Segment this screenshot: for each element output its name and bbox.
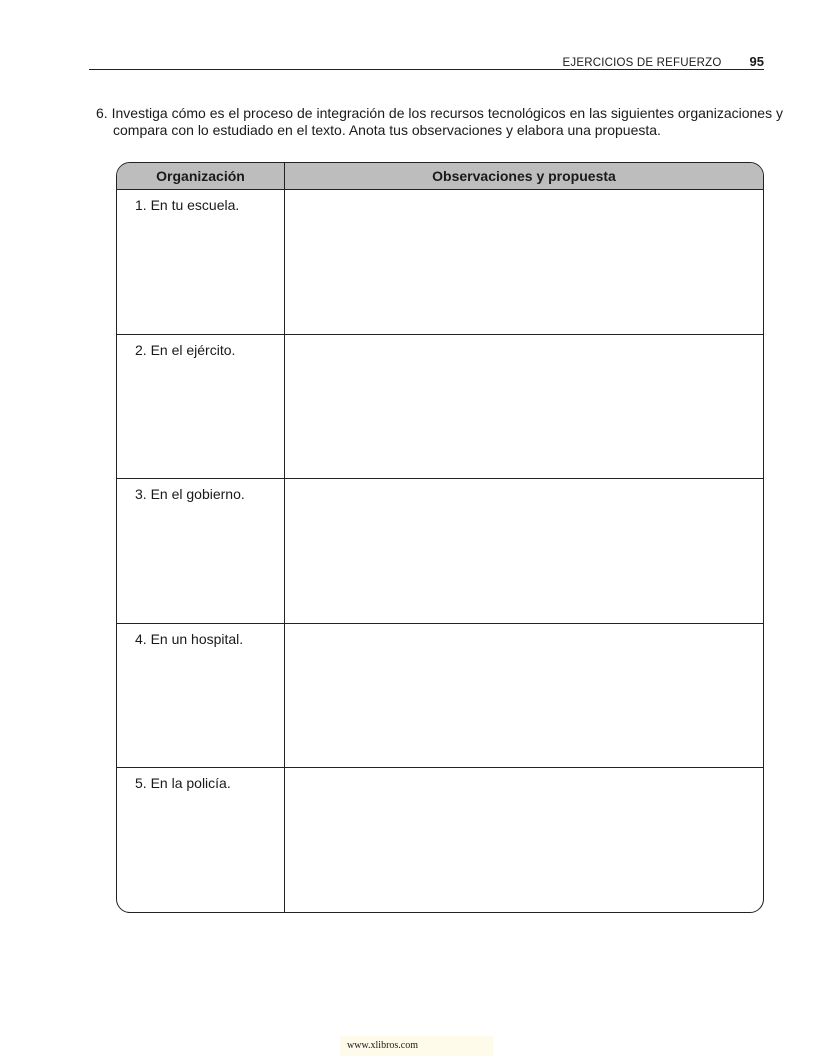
organization-cell: 3. En el gobierno.	[117, 479, 285, 623]
table-row	[117, 624, 763, 769]
running-head	[563, 54, 765, 69]
observations-cell[interactable]	[285, 190, 763, 334]
table-row	[117, 190, 763, 335]
page-number: 95	[749, 54, 764, 69]
exercise-instruction: 6. Investiga cómo es el proceso de integración de los recursos tecnológicos en las siguientes organizaciones y compara con lo estudiado en el texto. Anota tus observaciones y elabora una propuesta.	[96, 105, 783, 138]
header-rule	[89, 69, 764, 70]
table-row	[117, 335, 763, 480]
observations-cell[interactable]	[285, 624, 763, 768]
organization-cell: 5. En la policía.	[117, 768, 285, 913]
organization-cell: 1. En tu escuela.	[117, 190, 285, 334]
footer-url: www.xlibros.com	[340, 1036, 493, 1056]
table-header	[117, 163, 763, 190]
observations-cell[interactable]	[285, 335, 763, 479]
table-row	[117, 768, 763, 913]
observations-cell[interactable]	[285, 768, 763, 913]
section-title: EJERCICIOS DE REFUERZO	[562, 57, 722, 69]
header-organization: Organización	[117, 163, 285, 189]
organization-cell: 4. En un hospital.	[117, 624, 285, 768]
header-observations: Observaciones y propuesta	[432, 168, 616, 184]
table-row	[117, 479, 763, 624]
observations-cell[interactable]	[285, 479, 763, 623]
organization-cell: 2. En el ejército.	[117, 335, 285, 479]
worksheet-table	[116, 162, 764, 913]
